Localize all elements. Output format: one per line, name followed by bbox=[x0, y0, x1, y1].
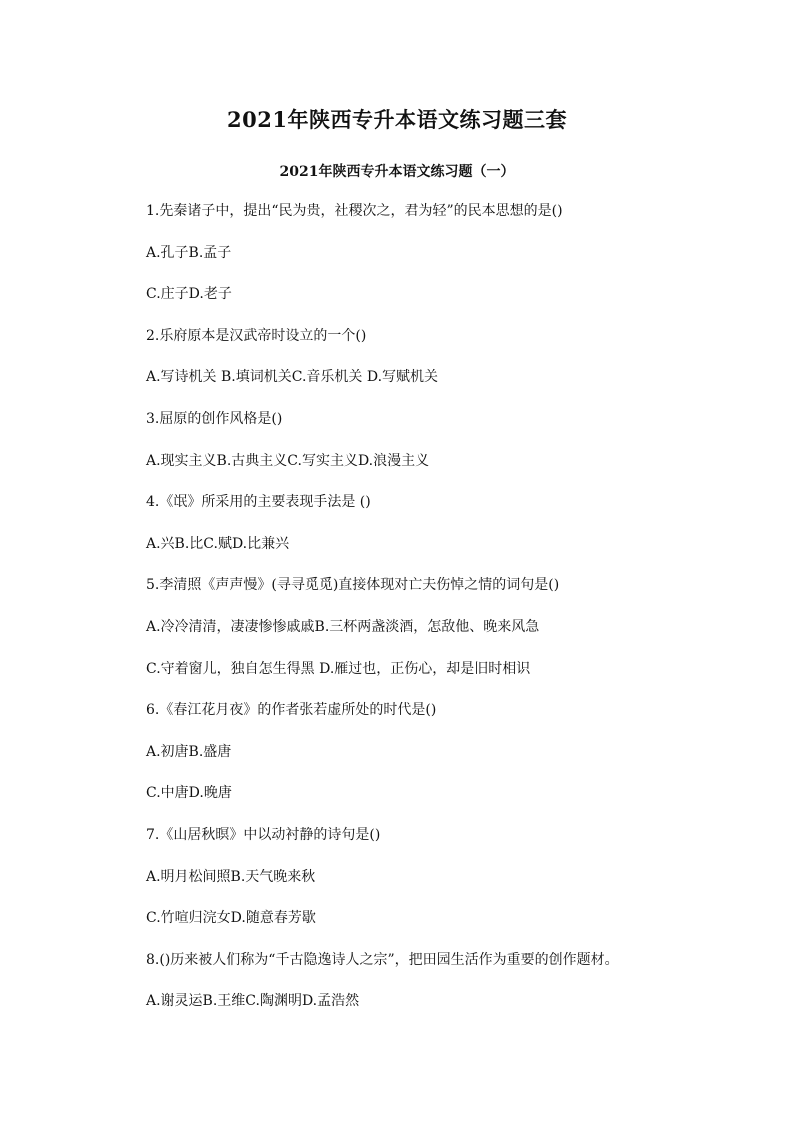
section-subtitle: 2021年陕西专升本语文练习题（一） bbox=[279, 164, 515, 180]
question-8: 8.()历来被人们称为“千古隐逸诗人之宗”，把田园生活作为重要的创作题材。 bbox=[146, 951, 619, 968]
question-4-options: A.兴B.比C.赋D.比兼兴 bbox=[146, 535, 290, 552]
question-5-options-b: C.守着窗儿，独自怎生得黑 D.雁过也，正伤心，却是旧时相识 bbox=[146, 660, 531, 677]
question-7: 7.《山居秋暝》中以动衬静的诗句是() bbox=[146, 826, 381, 843]
document-title: 2021年陕西专升本语文练习题三套 bbox=[227, 107, 567, 132]
question-3: 3.屈原的创作风格是() bbox=[146, 410, 283, 427]
question-1: 1.先秦诸子中，提出“民为贵，社稷次之，君为轻”的民本思想的是() bbox=[146, 203, 563, 219]
question-7-options-b: C.竹喧归浣女D.随意春芳歇 bbox=[146, 910, 316, 927]
question-8-options: A.谢灵运B.王维C.陶渊明D.孟浩然 bbox=[146, 993, 360, 1010]
question-6-options-b: C.中唐D.晚唐 bbox=[146, 785, 232, 802]
question-4: 4.《氓》所采用的主要表现手法是 () bbox=[146, 494, 371, 511]
question-5-options-a: A.冷冷清清，凄凄惨惨戚戚B.三杯两盏淡酒，怎敌他、晚来风急 bbox=[146, 618, 540, 635]
question-list bbox=[146, 198, 766, 1030]
question-5: 5.李清照《声声慢》(寻寻觅觅)直接体现对亡夫伤悼之情的词句是() bbox=[146, 577, 560, 594]
question-2: 2.乐府原本是汉武帝时设立的一个() bbox=[146, 327, 367, 344]
question-2-options: A.写诗机关 B.填词机关C.音乐机关 D.写赋机关 bbox=[146, 369, 439, 386]
question-7-options-a: A.明月松间照B.天气晚来秋 bbox=[146, 868, 316, 885]
question-3-options: A.现实主义B.古典主义C.写实主义D.浪漫主义 bbox=[146, 452, 430, 469]
question-6: 6.《春江花月夜》的作者张若虚所处的时代是() bbox=[146, 702, 437, 719]
question-6-options-a: A.初唐B.盛唐 bbox=[146, 743, 232, 760]
question-1-options-a: A.孔子B.孟子 bbox=[146, 244, 232, 261]
question-1-options-b: C.庄子D.老子 bbox=[146, 286, 232, 303]
